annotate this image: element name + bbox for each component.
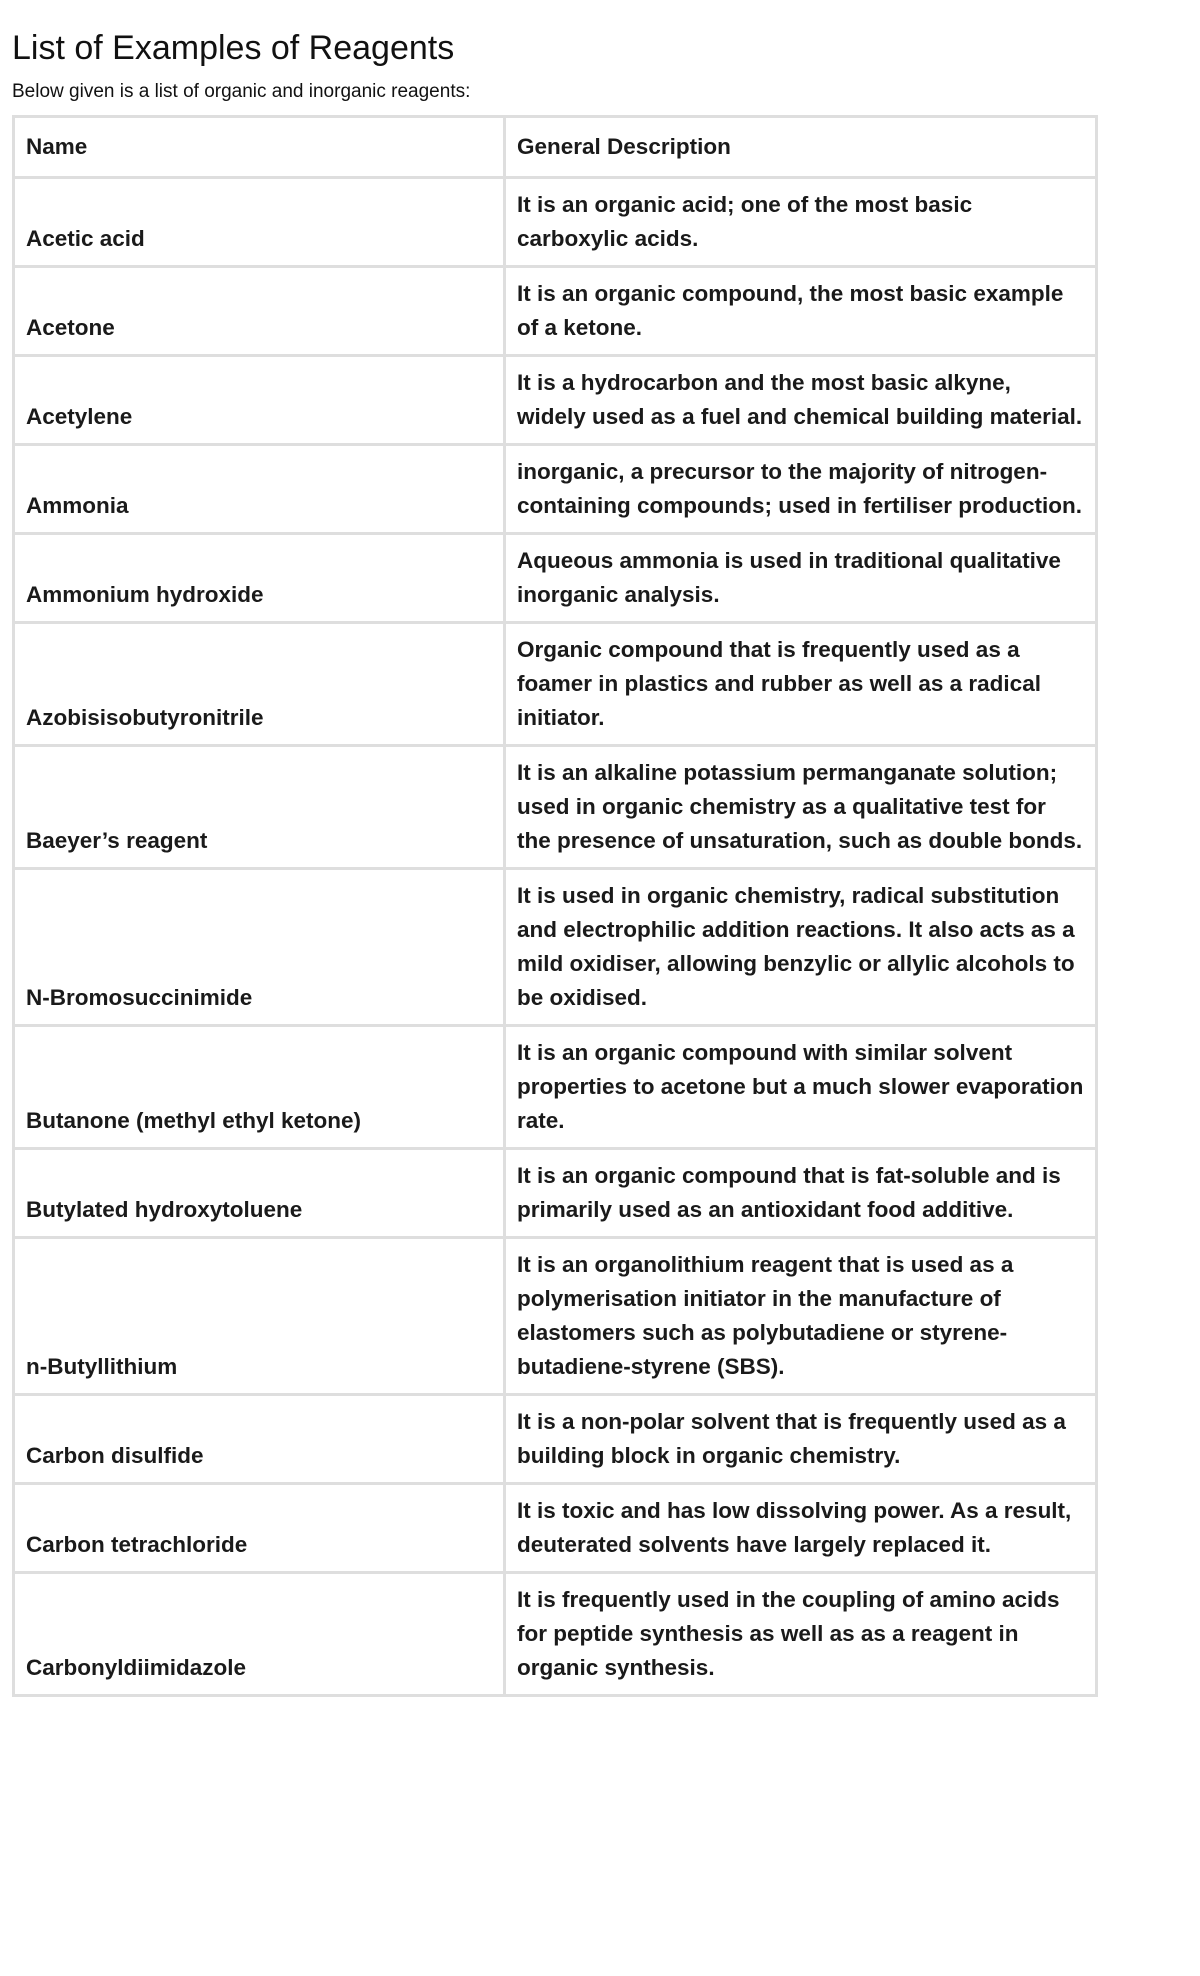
reagent-description: Organic compound that is frequently used as a foamer in plastics and rubber as well as a radical initiator. bbox=[505, 623, 1097, 746]
table-row bbox=[14, 1484, 1097, 1573]
table-header-row bbox=[14, 117, 1097, 178]
table-row bbox=[14, 869, 1097, 1026]
reagent-name: Butylated hydroxytoluene bbox=[14, 1149, 505, 1238]
reagent-name: Azobisisobutyronitrile bbox=[14, 623, 505, 746]
page-title: List of Examples of Reagents bbox=[12, 29, 455, 67]
reagent-name: Acetone bbox=[14, 267, 505, 356]
reagent-name: Acetylene bbox=[14, 356, 505, 445]
reagent-name: n-Butyllithium bbox=[14, 1238, 505, 1395]
reagent-name: Carbon disulfide bbox=[14, 1395, 505, 1484]
reagent-name: Acetic acid bbox=[14, 178, 505, 267]
reagents-table bbox=[12, 115, 1098, 1697]
reagent-description: It is an organolithium reagent that is used as a polymerisation initiator in the manufacture of elastomers such as polybutadiene or styrene-butadiene-styrene (SBS). bbox=[505, 1238, 1097, 1395]
reagent-description: It is a hydrocarbon and the most basic alkyne, widely used as a fuel and chemical building material. bbox=[505, 356, 1097, 445]
article bbox=[12, 0, 1102, 1697]
table-row bbox=[14, 746, 1097, 869]
table-row bbox=[14, 178, 1097, 267]
table-row bbox=[14, 1238, 1097, 1395]
reagent-name: Ammonium hydroxide bbox=[14, 534, 505, 623]
table-row bbox=[14, 445, 1097, 534]
table-row bbox=[14, 623, 1097, 746]
table-row bbox=[14, 1395, 1097, 1484]
table-row bbox=[14, 534, 1097, 623]
reagent-description: inorganic, a precursor to the majority of nitrogen-containing compounds; used in fertiliser production. bbox=[505, 445, 1097, 534]
reagent-description: It is an organic compound with similar solvent properties to acetone but a much slower evaporation rate. bbox=[505, 1026, 1097, 1149]
reagent-description: It is an organic acid; one of the most basic carboxylic acids. bbox=[505, 178, 1097, 267]
reagent-name: Baeyer’s reagent bbox=[14, 746, 505, 869]
reagent-description: It is frequently used in the coupling of amino acids for peptide synthesis as well as as a reagent in organic synthesis. bbox=[505, 1573, 1097, 1696]
table-row bbox=[14, 267, 1097, 356]
reagent-description: It is toxic and has low dissolving power. As a result, deuterated solvents have largely replaced it. bbox=[505, 1484, 1097, 1573]
table-row bbox=[14, 356, 1097, 445]
reagent-description: It is an organic compound, the most basic example of a ketone. bbox=[505, 267, 1097, 356]
column-header-name: Name bbox=[14, 117, 505, 178]
column-header-description: General Description bbox=[505, 117, 1097, 178]
reagent-name: Carbon tetrachloride bbox=[14, 1484, 505, 1573]
reagent-description: It is an alkaline potassium permanganate solution; used in organic chemistry as a qualitative test for the presence of unsaturation, such as double bonds. bbox=[505, 746, 1097, 869]
table-row bbox=[14, 1573, 1097, 1696]
intro-text: Below given is a list of organic and inorganic reagents: bbox=[12, 81, 471, 102]
table-body bbox=[14, 178, 1097, 1696]
table-row bbox=[14, 1149, 1097, 1238]
reagent-name: Butanone (methyl ethyl ketone) bbox=[14, 1026, 505, 1149]
reagent-name: Carbonyldiimidazole bbox=[14, 1573, 505, 1696]
table-row bbox=[14, 1026, 1097, 1149]
reagent-description: Aqueous ammonia is used in traditional qualitative inorganic analysis. bbox=[505, 534, 1097, 623]
reagent-description: It is an organic compound that is fat-soluble and is primarily used as an antioxidant food additive. bbox=[505, 1149, 1097, 1238]
reagent-name: Ammonia bbox=[14, 445, 505, 534]
reagent-name: N-Bromosuccinimide bbox=[14, 869, 505, 1026]
reagent-description: It is a non-polar solvent that is frequently used as a building block in organic chemistry. bbox=[505, 1395, 1097, 1484]
reagent-description: It is used in organic chemistry, radical substitution and electrophilic addition reactions. It also acts as a mild oxidiser, allowing benzylic or allylic alcohols to be oxidised. bbox=[505, 869, 1097, 1026]
